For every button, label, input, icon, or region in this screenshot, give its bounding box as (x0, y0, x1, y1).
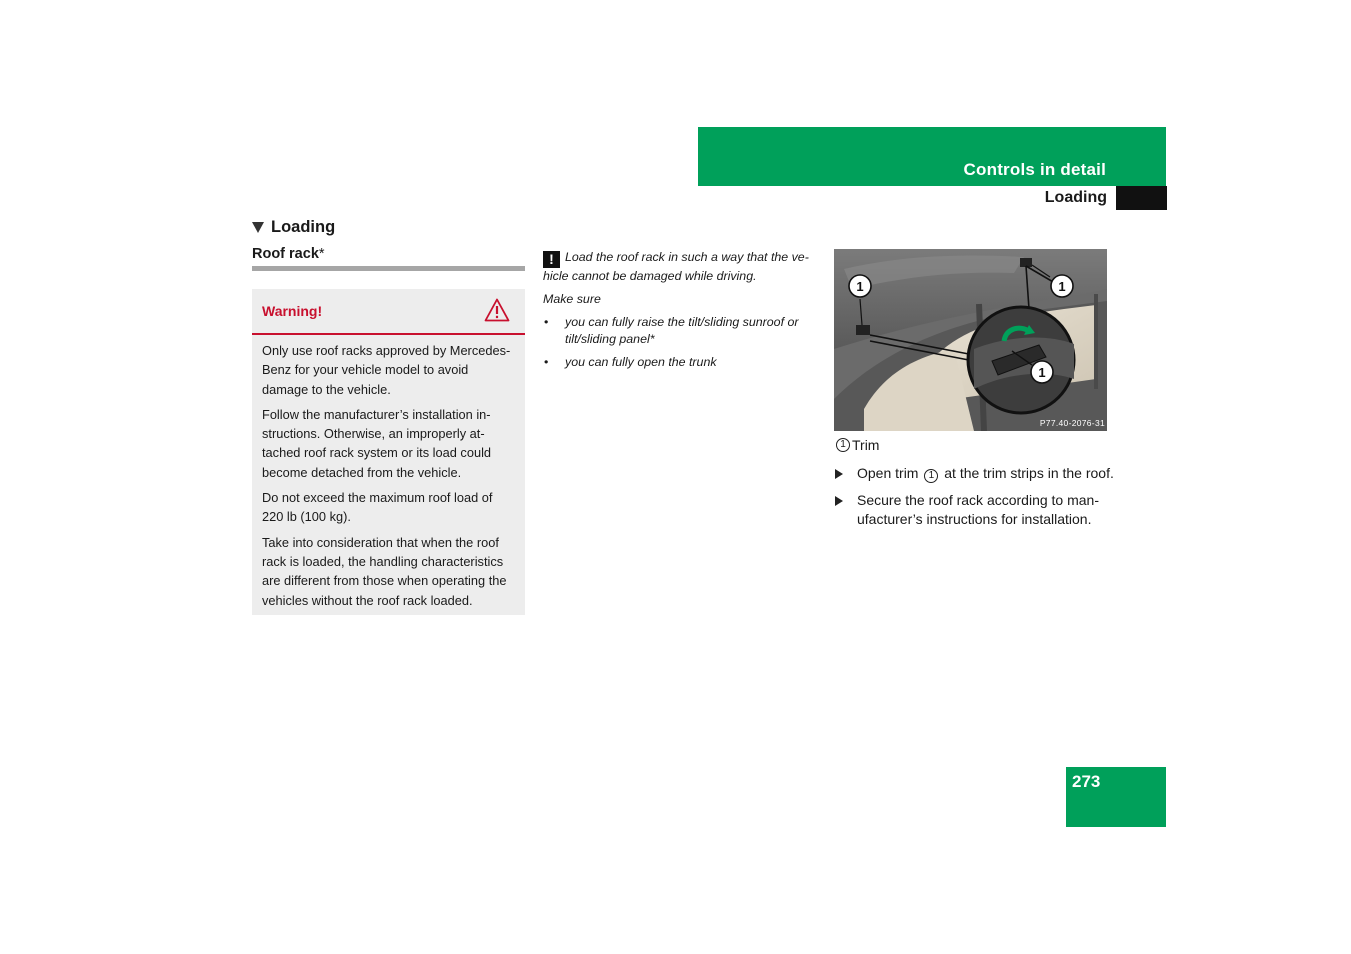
sub-heading-text: Roof rack (252, 246, 319, 262)
main-heading (252, 218, 335, 237)
make-sure-label: Make sure (543, 292, 601, 306)
page-number: 273 (1072, 772, 1101, 791)
step-text: at the trim strips in the roof. (944, 465, 1114, 481)
arrow-right-icon (835, 496, 843, 506)
notice-bullet-list (543, 314, 821, 371)
callout-label: 1 (1038, 365, 1046, 380)
step-text: Secure the roof rack according to man-ufacturer’s instructions for installation. (857, 492, 1100, 527)
list-item (543, 354, 821, 371)
legend-label: Trim (852, 437, 880, 453)
notice-paragraph (543, 249, 821, 285)
figure-legend (834, 437, 879, 453)
section-label: Loading (1044, 189, 1107, 206)
page-number-box (1066, 767, 1166, 827)
warning-paragraph: Follow the manufacturer’s installation in-structions. Otherwise, an improperly at-tached roof rack system or its load could become detached from the vehicle. (262, 406, 492, 480)
exclamation-icon: ! (543, 251, 560, 268)
chapter-header-bar (698, 127, 1166, 186)
warning-body (252, 335, 525, 610)
figure-code: P77.40-2076-31 (1039, 418, 1105, 428)
warning-paragraph: Do not exceed the maximum roof load of 220 lb (100 kg). (262, 490, 493, 525)
warning-title: Warning! (262, 303, 323, 319)
arrow-right-icon (835, 469, 843, 479)
callout-number-icon: 1 (924, 469, 938, 483)
warning-paragraph: Only use roof racks approved by Mercedes-Benz for your vehicle model to avoid damage to the vehicle. (262, 343, 511, 397)
bullet-text: you can fully open the trunk (565, 355, 717, 369)
step-text: Open trim (857, 465, 919, 481)
warning-header (252, 289, 525, 335)
chapter-title: Controls in detail (963, 160, 1106, 179)
list-item (834, 464, 1114, 483)
callout-label: 1 (856, 279, 864, 294)
bullet-icon: • (544, 355, 549, 369)
bullet-icon: • (544, 315, 549, 329)
warning-paragraph: Take into consideration that when the roof rack is loaded, the handling characteristics are different from those when operating the vehicles without the roof rack loaded. (262, 534, 507, 608)
bullet-text: you can fully raise the tilt/sliding sunroof or tilt/sliding panel* (565, 315, 799, 346)
sub-heading (252, 246, 325, 262)
roof-rack-trim-figure (834, 249, 1107, 431)
main-heading-text: Loading (271, 218, 336, 236)
warning-triangle-icon (484, 298, 510, 322)
list-item (834, 491, 1114, 529)
callout-label: 1 (1058, 279, 1066, 294)
car-interior-illustration (834, 249, 1107, 431)
list-item (543, 314, 821, 348)
heading-rule (252, 266, 525, 271)
callout-number-icon: 1 (836, 438, 850, 452)
instruction-steps (834, 464, 1114, 537)
notice-text: Load the roof rack in such a way that the ve-hicle cannot be damaged while driving. (543, 250, 809, 283)
notice-column (543, 249, 821, 377)
section-tab-marker (1116, 186, 1167, 210)
warning-box (252, 289, 525, 615)
triangle-down-icon (252, 222, 264, 233)
optional-marker: * (318, 246, 325, 262)
